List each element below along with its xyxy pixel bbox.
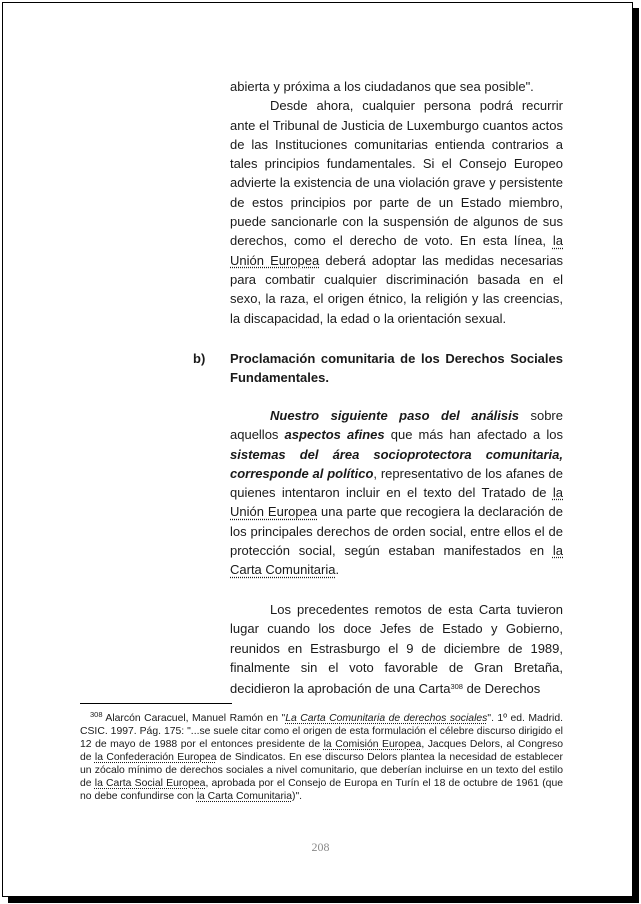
paragraph-block-2 — [230, 406, 563, 580]
link-carta-comunitaria[interactable]: la Carta Comunitaria — [230, 543, 563, 578]
footnote-reference[interactable]: 308 — [450, 682, 463, 692]
link-footnote-title[interactable]: La Carta Comunitaria de derechos sociales — [285, 713, 488, 724]
page-shadow-bottom — [8, 897, 639, 903]
link-union-europea-2[interactable]: la Unión Europea — [230, 485, 563, 520]
link-carta-comunitaria-footnote[interactable]: la Carta Comunitaria — [196, 791, 292, 802]
paragraph-tribunal: Desde ahora, cualquier persona podrá recurrir ante el Tribunal de Justicia de Luxemburgo cuantos actos de las Instituciones comunitarias entienda contrarios a tales principios fundamentales. Si el Consejo Europeo advierte la existencia de una violación grave y persistente de estos principios por parte de un Estado miembro, puede sancionarle con la suspensión de algunos de sus derechos, como el derecho de voto. En esta línea, la Unión Europea deberá adoptar las medidas necesarias para combatir cualquier discriminación basada en el sexo, la raza, el origen étnico, la religión y las creencias, la discapacidad, la edad o la orientación sexual. — [230, 98, 563, 326]
link-confederacion-europea[interactable]: la Confederación Europea — [94, 752, 217, 763]
footnote — [80, 708, 563, 803]
page-shadow-right — [633, 8, 639, 899]
paragraph-block-1 — [230, 77, 563, 328]
link-comision-europea[interactable]: la Comisión Europea — [323, 739, 422, 750]
continued-line: abierta y próxima a los ciudadanos que sea posible". — [230, 79, 534, 94]
footnote-text: $^{308}$ Alarcón Caracuel, Manuel Ramón en "La Carta Comunitaria de derechos sociales". 1º ed. Madrid. CSIC. 1997. Pág. 175: "...se suele citar como el origen de esta formulación el célebre discurso dirigido el 12 de mayo de 1988 por el entonces presidente de la Comisión Europea, Jacques Delors, al Congreso de la Confederación Europea de Sindicatos. En ese discurso Delors plantea la necesidad de establecer un zócalo mínimo de derechos sociales a nivel comunitario, que deberían incluirse en un texto del estilo de la Carta Social Europea, aprobada por el Consejo de Europa en Turín el 18 de octubre de 1961 (que no debe confundirse con la Carta Comunitaria)". — [80, 710, 563, 802]
section-title: Proclamación comunitaria de los Derechos Sociales Fundamentales. — [230, 351, 563, 386]
page-number: 208 — [311, 840, 330, 854]
link-carta-social-europea[interactable]: la Carta Social Europea — [94, 778, 206, 789]
paragraph-analisis: Nuestro siguiente paso del análisis sobre aquellos aspectos afines que más han afectado a los sistemas del área socioprotectora comunitaria, corresponde al político, representativo de los afanes de quienes intentaron incluir en el texto del Tratado de la Unión Europea una parte que recogiera la declaración de los principales derechos de orden social, entre ellos el de protección social, según estaban manifestados en la Carta Comunitaria. — [230, 408, 564, 578]
paragraph-block-3 — [230, 600, 563, 698]
footnote-number: 308 — [90, 710, 103, 719]
footnote-separator — [80, 703, 232, 704]
section-letter: b) — [193, 351, 206, 366]
paragraph-precedentes: Los precedentes remotos de esta Carta tuvieron lugar cuando los doce Jefes de Estado y Gobierno, reunidos en Estrasburgo el 9 de diciembre de 1989, finalmente sin el voto favorable de Gran Bretaña, decidieron la aprobación de una Carta$^{308}$ de Derechos — [230, 602, 563, 697]
link-union-europea[interactable]: la Unión Europea — [230, 233, 563, 268]
